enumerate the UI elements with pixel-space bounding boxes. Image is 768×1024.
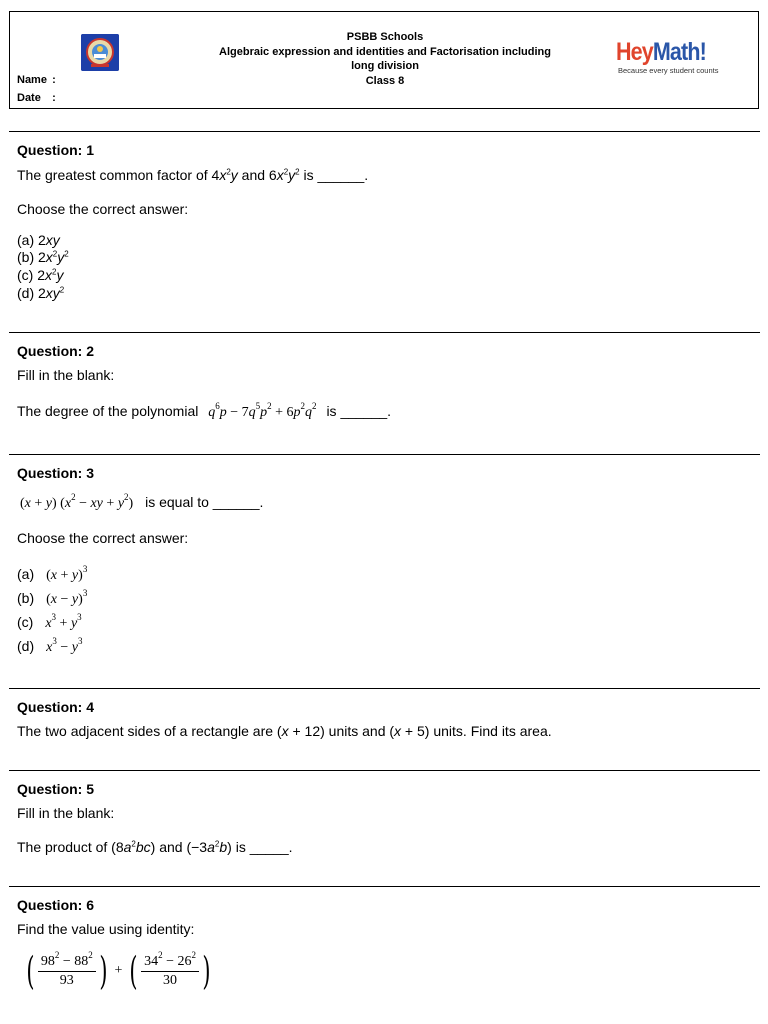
heymath-logo [616, 38, 736, 75]
option-d[interactable]: (d) $2xy^2$ [17, 285, 65, 301]
question-instruction: Fill in the blank: [17, 805, 115, 821]
worksheet-header [9, 11, 759, 109]
school-logo [81, 34, 119, 71]
question-instruction: Choose the correct answer: [17, 201, 189, 217]
date-colon: : [52, 92, 56, 104]
option-c[interactable]: (c) $2x^2y$ [17, 267, 64, 283]
question-title: Question: 2 [17, 343, 95, 359]
class-label: Class 8 [365, 74, 405, 87]
option-b[interactable]: (b) $(x - y)^3$ [17, 588, 88, 607]
question-stem: The degree of the polynomial $q^6p - 7q^5p^2 + 6p^2q^2$ is ______. [17, 401, 392, 420]
name-field [17, 74, 56, 86]
question-stem: The two adjacent sides of a rectangle are (x + 12) units and (x + 5) units. Find its area. [17, 723, 552, 739]
question-title: Question: 6 [17, 897, 95, 913]
question-instruction: Choose the correct answer: [17, 530, 189, 546]
name-colon: : [52, 74, 56, 86]
name-label: Name [17, 74, 47, 86]
fraction-2: $\frac{34^2 - 26^2}{30}$ [141, 954, 199, 989]
brand-hey: Hey [616, 38, 653, 66]
product-expression: (x + y) ($x^2$ − xy + $y^2$) [20, 492, 134, 511]
question-instruction: Find the value using identity: [17, 921, 195, 937]
question-stem: The greatest common factor of $4x^2y$ and $6x^2y^2$ is ______. [17, 167, 369, 183]
question-divider [9, 332, 760, 333]
question-title: Question: 3 [17, 465, 95, 481]
fraction-1: $\frac{98^2 - 88^2}{93}$ [38, 954, 96, 989]
question-divider [9, 688, 760, 689]
date-label: Date [17, 92, 41, 104]
question-divider [9, 886, 760, 887]
option-c[interactable]: (c) $x^3 + y^3$ [17, 612, 82, 631]
option-a[interactable]: (a) $(x + y)^3$ [17, 564, 88, 583]
question-instruction: Fill in the blank: [17, 367, 115, 383]
option-a[interactable]: (a) 2xy [17, 232, 60, 248]
brand-tagline: Because every student counts [618, 66, 719, 75]
question-divider [9, 131, 760, 132]
option-d[interactable]: (d) $x^3 - y^3$ [17, 636, 83, 655]
question-title: Question: 4 [17, 699, 95, 715]
worksheet-title-line2: long division [351, 60, 419, 72]
question-title: Question: 5 [17, 781, 95, 797]
question-title: Question: 1 [17, 142, 95, 158]
option-b[interactable]: (b) $2x^2y^2$ [17, 249, 69, 265]
polynomial-expression: $q^6p - 7q^5p^2 + 6p^2q^2$ [208, 401, 317, 420]
question-divider [9, 454, 760, 455]
brand-math: Math! [652, 38, 706, 66]
header-title-block [200, 30, 570, 88]
school-name: PSBB Schools [346, 31, 424, 43]
date-field [17, 92, 56, 104]
worksheet-title-line1: Algebraic expression and identities and Factorisation including [219, 45, 551, 58]
fraction-expression: ( $\frac{98^2 - 88^2}{93}$ ) + ( $\frac{34^2 - 26^2}{30}$ ) [26, 949, 211, 993]
question-stem: The product of $(8a^2bc)$ and $(-3a^2b)$ is _____. [17, 839, 293, 855]
question-stem: (x + y) ($x^2$ − xy + $y^2$) is equal to ______. [20, 492, 264, 511]
question-divider [9, 770, 760, 771]
